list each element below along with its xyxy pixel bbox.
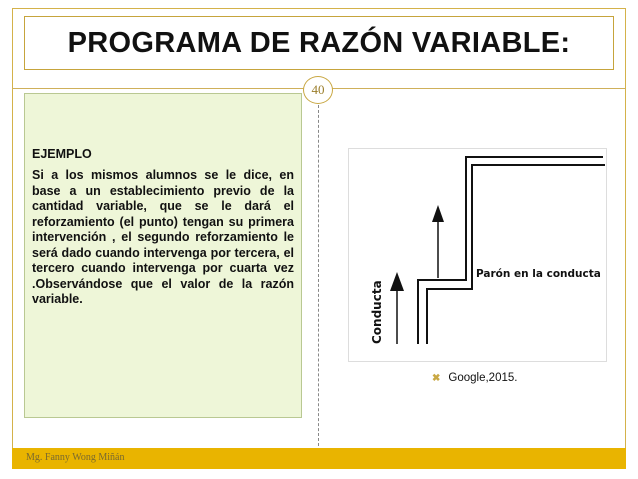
footer-author: Mg. Fanny Wong Miñán <box>26 452 125 463</box>
title-box <box>24 16 614 70</box>
page-number-badge: 40 <box>303 76 333 104</box>
variable-ratio-figure <box>348 148 607 362</box>
figure-caption <box>432 372 517 384</box>
slide-title: PROGRAMA DE RAZÓN VARIABLE: <box>67 26 571 59</box>
x-bullet-icon: ✖ <box>432 372 441 384</box>
column-divider <box>318 100 319 446</box>
caption-text: Google,2015. <box>448 372 518 384</box>
y-axis-label: Conducta <box>370 280 384 344</box>
example-body: Si a los mismos alumnos se le dice, en base a un establecimiento previo de la cantidad variable, que se le dará el reforzamiento (el punto) tengan su primera intervención , el segundo reforzamiento le será dado cuando intervenga por tercera, el tercero cuando intervenga por cuarta vez .Observándose que el valor de la razón variable. <box>32 168 294 306</box>
figure-border <box>349 149 607 362</box>
pause-annotation: Parón en la conducta <box>476 268 601 280</box>
example-heading: EJEMPLO <box>32 147 92 161</box>
